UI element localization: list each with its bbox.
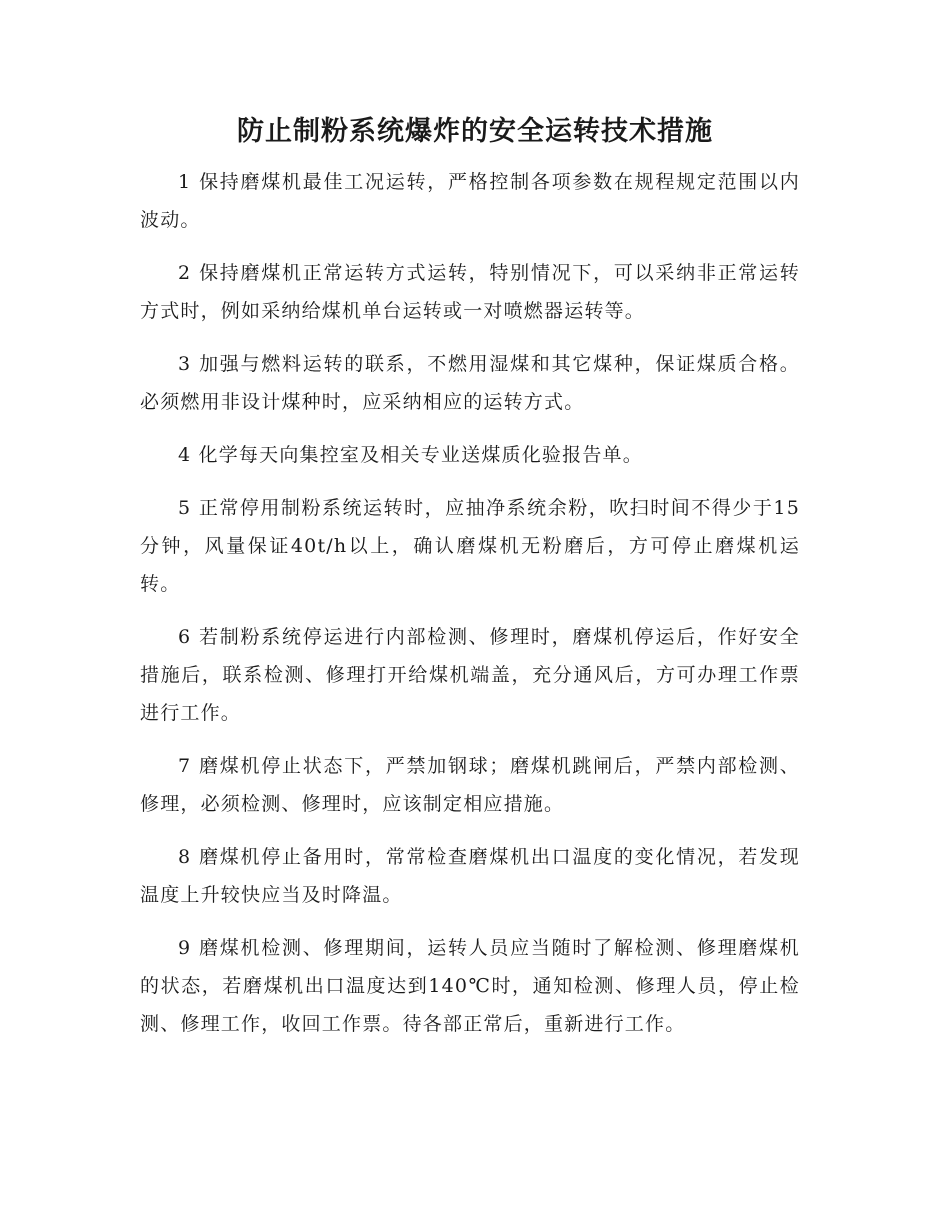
paragraph-2: 2 保持磨煤机正常运转方式运转，特别情况下，可以采纳非正常运转方式时，例如采纳给煤机单台运转或一对喷燃器运转等。 bbox=[140, 262, 800, 322]
paragraph-1: 1 保持磨煤机最佳工况运转，严格控制各项参数在规程规定范围以内波动。 bbox=[140, 171, 800, 231]
paragraph-6: 6 若制粉系统停运进行内部检测、修理时，磨煤机停运后，作好安全措施后，联系检测、修理打开给煤机端盖，充分通风后，方可办理工作票进行工作。 bbox=[140, 626, 800, 724]
paragraph-9: 9 磨煤机检测、修理期间，运转人员应当随时了解检测、修理磨煤机的状态，若磨煤机出口温度达到140℃时，通知检测、修理人员，停止检测、修理工作，收回工作票。待各部正常后，重新进行工作。 bbox=[140, 937, 800, 1035]
paragraph-8: 8 磨煤机停止备用时，常常检查磨煤机出口温度的变化情况，若发现温度上升较快应当及时降温。 bbox=[140, 846, 800, 906]
paragraph-5: 5 正常停用制粉系统运转时，应抽净系统余粉，吹扫时间不得少于15分钟，风量保证40t/h以上，确认磨煤机无粉磨后，方可停止磨煤机运转。 bbox=[140, 497, 800, 595]
paragraph-3: 3 加强与燃料运转的联系，不燃用湿煤和其它煤种，保证煤质合格。必须燃用非设计煤种时，应采纳相应的运转方式。 bbox=[140, 353, 800, 413]
paragraph-7: 7 磨煤机停止状态下，严禁加钢球；磨煤机跳闸后，严禁内部检测、修理，必须检测、修理时，应该制定相应措施。 bbox=[140, 755, 800, 815]
document-title: 防止制粉系统爆炸的安全运转技术措施 bbox=[237, 116, 713, 147]
document-body bbox=[140, 163, 800, 1058]
paragraph-4: 4 化学每天向集控室及相关专业送煤质化验报告单。 bbox=[178, 444, 643, 466]
